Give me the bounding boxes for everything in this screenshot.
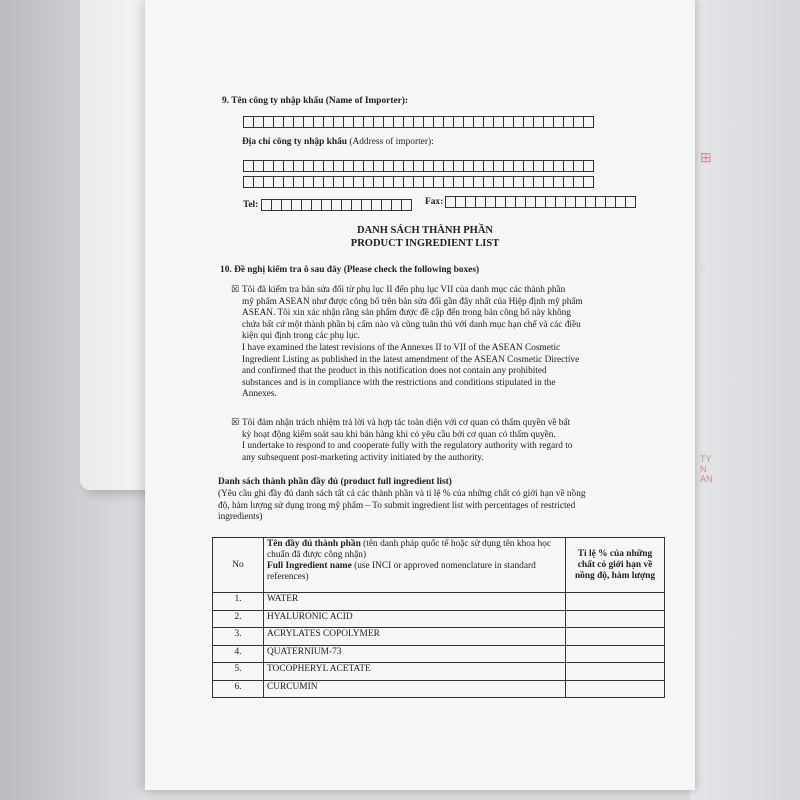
row-number: 1.: [213, 593, 264, 611]
header-percentage: Tỉ lệ % của những chất có giới hạn về nồng độ, hàm lượng: [566, 538, 665, 593]
ingredient-name: CURCUMIN: [264, 680, 566, 698]
importer-name-boxes[interactable]: [243, 116, 593, 128]
ingredient-name: TOCOPHERYL ACETATE: [264, 663, 566, 681]
text-line: Tôi đã kiểm tra bản sửa đổi từ phụ lục II đến phụ lục VII của danh mục các thành phần: [242, 285, 566, 295]
text-line: (Yêu cầu ghi đầy đủ danh sách tất cả các thành phần và tỉ lệ % của những chất có giới hạn về nồng: [218, 489, 586, 499]
table-row: [213, 680, 665, 698]
tel-boxes[interactable]: [261, 199, 411, 211]
ingredient-table: [212, 537, 665, 698]
ingredient-name: QUATERNIUM-73: [264, 645, 566, 663]
importer-address-label-en: (Address of importer):: [349, 137, 434, 147]
table-header-row: [213, 538, 665, 593]
text-line: I have examined the latest revisions of the Annexes II to VII of the ASEAN Cosmetic: [242, 342, 561, 353]
table-row: [213, 610, 665, 628]
row-number: 5.: [213, 663, 264, 681]
fax-boxes[interactable]: [445, 196, 635, 208]
declaration-paragraph-1: [242, 285, 583, 401]
ingredient-percentage: [566, 628, 665, 646]
header-name-vi-bold: Tên đầy đủ thành phần: [267, 539, 361, 549]
text-line: substances and is in compliance with the restrictions and conditions stipulated in the: [242, 377, 556, 388]
table-row: [213, 663, 665, 681]
text-line: Ingredient Listing as published in the latest amendment of the ASEAN Cosmetic Directive: [242, 354, 580, 365]
header-name-en-rest: (use INCI or approved nomenclature in standard references): [267, 561, 536, 582]
input-box[interactable]: [401, 199, 412, 211]
text-line: ingredients): [218, 512, 263, 523]
ingredient-percentage: [566, 663, 665, 681]
text-line: ASEAN. Tôi xin xác nhận rằng sản phẩm được đề cập đến trong bản công bố này không: [242, 308, 571, 319]
fax-label: Fax:: [425, 197, 444, 207]
tel-label: Tel:: [243, 200, 259, 210]
full-list-note: [218, 489, 586, 524]
checked-checkbox-1[interactable]: ☒: [231, 285, 240, 295]
heading-vi: DANH SÁCH THÀNH PHẦN: [356, 225, 494, 236]
row-number: 6.: [213, 680, 264, 698]
text-line: chứa bất cứ một thành phần bị cấm nào và cũng tuân thủ với danh mục hạn chế và các điều: [242, 319, 581, 330]
full-list-title: Danh sách thành phần đầy đủ (product full ingredient list): [218, 477, 452, 487]
input-box[interactable]: [625, 196, 636, 208]
table-row: [213, 645, 665, 663]
text-line: any subsequent post-marketing activity initiated by the authority.: [242, 452, 484, 463]
checked-checkbox-2[interactable]: ☒: [231, 418, 240, 428]
ingredient-name: ACRYLATES COPOLYMER: [264, 628, 566, 646]
importer-name-label: 9. Tên công ty nhập khẩu (Name of Importer):: [222, 96, 409, 106]
ingredient-percentage: [566, 610, 665, 628]
row-number: 3.: [213, 628, 264, 646]
text-line: kiện qui định trong các phụ lục.: [242, 331, 360, 342]
input-box[interactable]: [583, 176, 594, 188]
ingredient-percentage: [566, 593, 665, 611]
header-no: No: [213, 538, 264, 593]
row-number: 4.: [213, 645, 264, 663]
text-line: mỹ phẩm ASEAN như được công bố trên bản sửa đổi gần đây nhất của Hiệp định mỹ phẩm: [242, 296, 583, 307]
header-name-en-bold: Full Ingredient name: [267, 561, 352, 571]
ingredient-percentage: [566, 645, 665, 663]
text-line: Tôi đảm nhận trách nhiệm trả lời và hợp tác toàn diện với cơ quan có thẩm quyền về bất: [242, 418, 571, 428]
input-box[interactable]: [583, 160, 594, 172]
document-page: [145, 0, 695, 790]
ingredient-name: HYALURONIC ACID: [264, 610, 566, 628]
section10-title: 10. Đề nghị kiểm tra ô sau đây (Please check the following boxes): [220, 265, 480, 275]
header-name-vi-rest: (tên danh pháp quốc tế hoặc sử dụng tên khoa học chuẩn đã được công nhận): [267, 539, 551, 560]
header-ingredient-name: [264, 538, 566, 593]
importer-address-boxes-row1[interactable]: [243, 160, 593, 172]
ingredient-percentage: [566, 680, 665, 698]
declaration-paragraph-2: [242, 418, 572, 464]
importer-address-label: [242, 137, 434, 149]
heading-en: PRODUCT INGREDIENT LIST: [350, 238, 500, 249]
table-row: [213, 593, 665, 611]
red-stamp-marks: ⊞ ◌ TY N AN: [700, 149, 713, 485]
table-row: [213, 628, 665, 646]
ingredient-name: WATER: [264, 593, 566, 611]
text-line: độ, hàm lượng sử dụng trong mỹ phẩm – To submit ingredient list with percentages of restricted: [218, 500, 576, 511]
text-line: kỳ hoạt động kiểm soát sau khi bán hàng khi có yêu cầu bởi cơ quan có thẩm quyền.: [242, 429, 556, 440]
importer-address-boxes-row2[interactable]: [243, 176, 593, 188]
input-box[interactable]: [583, 116, 594, 128]
text-line: Annexes.: [242, 389, 277, 400]
row-number: 2.: [213, 610, 264, 628]
importer-address-label-vi: Địa chỉ công ty nhập khẩu: [242, 137, 347, 147]
text-line: and confirmed that the product in this notification does not contain any prohibited: [242, 366, 547, 377]
text-line: I undertake to respond to and cooperate fully with the regulatory authority with regard to: [242, 441, 573, 452]
